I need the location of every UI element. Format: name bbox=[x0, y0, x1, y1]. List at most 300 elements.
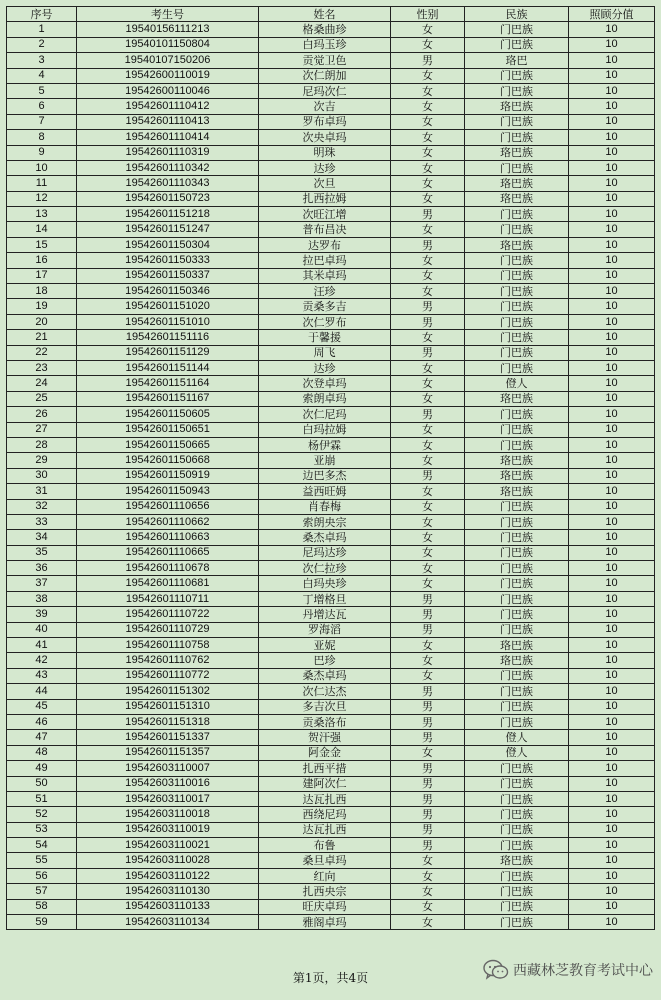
cell-bonus-points: 10 bbox=[569, 699, 655, 714]
table-row bbox=[7, 622, 655, 637]
cell-exam-id: 19542600110046 bbox=[77, 83, 259, 98]
cell-name: 达瓦扎西 bbox=[259, 791, 391, 806]
cell-index: 47 bbox=[7, 730, 77, 745]
table-row bbox=[7, 807, 655, 822]
cell-ethnicity: 门巴族 bbox=[465, 868, 569, 883]
table-row bbox=[7, 868, 655, 883]
cell-gender: 女 bbox=[391, 514, 465, 529]
cell-index: 15 bbox=[7, 237, 77, 252]
cell-name: 拉巴卓玛 bbox=[259, 253, 391, 268]
cell-ethnicity: 门巴族 bbox=[465, 22, 569, 37]
cell-exam-id: 19542601150337 bbox=[77, 268, 259, 283]
table-row bbox=[7, 838, 655, 853]
cell-gender: 女 bbox=[391, 330, 465, 345]
cell-bonus-points: 10 bbox=[569, 360, 655, 375]
cell-gender: 男 bbox=[391, 607, 465, 622]
cell-bonus-points: 10 bbox=[569, 437, 655, 452]
cell-bonus-points: 10 bbox=[569, 807, 655, 822]
cell-name: 多吉次旦 bbox=[259, 699, 391, 714]
wechat-icon bbox=[483, 959, 509, 981]
cell-bonus-points: 10 bbox=[569, 838, 655, 853]
cell-bonus-points: 10 bbox=[569, 53, 655, 68]
cell-gender: 女 bbox=[391, 145, 465, 160]
cell-ethnicity: 门巴族 bbox=[465, 591, 569, 606]
cell-bonus-points: 10 bbox=[569, 761, 655, 776]
cell-exam-id: 19542603110122 bbox=[77, 868, 259, 883]
cell-ethnicity: 门巴族 bbox=[465, 699, 569, 714]
cell-index: 14 bbox=[7, 222, 77, 237]
cell-ethnicity: 珞巴族 bbox=[465, 391, 569, 406]
table-row bbox=[7, 791, 655, 806]
cell-bonus-points: 10 bbox=[569, 530, 655, 545]
cell-bonus-points: 10 bbox=[569, 915, 655, 930]
cell-name: 边巴多杰 bbox=[259, 468, 391, 483]
cell-bonus-points: 10 bbox=[569, 745, 655, 760]
table-row bbox=[7, 422, 655, 437]
cell-ethnicity: 珞巴族 bbox=[465, 453, 569, 468]
cell-ethnicity: 珞巴族 bbox=[465, 145, 569, 160]
table-row bbox=[7, 160, 655, 175]
table-row bbox=[7, 83, 655, 98]
cell-bonus-points: 10 bbox=[569, 99, 655, 114]
cell-name: 次登卓玛 bbox=[259, 376, 391, 391]
cell-bonus-points: 10 bbox=[569, 730, 655, 745]
cell-bonus-points: 10 bbox=[569, 791, 655, 806]
cell-index: 35 bbox=[7, 545, 77, 560]
cell-name: 索朗央宗 bbox=[259, 514, 391, 529]
table-row bbox=[7, 638, 655, 653]
cell-index: 20 bbox=[7, 314, 77, 329]
header-index: 序号 bbox=[7, 7, 77, 22]
cell-ethnicity: 门巴族 bbox=[465, 360, 569, 375]
cell-exam-id: 19542601151010 bbox=[77, 314, 259, 329]
cell-index: 55 bbox=[7, 853, 77, 868]
cell-ethnicity: 门巴族 bbox=[465, 422, 569, 437]
cell-bonus-points: 10 bbox=[569, 514, 655, 529]
cell-gender: 男 bbox=[391, 299, 465, 314]
cell-gender: 女 bbox=[391, 884, 465, 899]
cell-index: 43 bbox=[7, 668, 77, 683]
cell-ethnicity: 门巴族 bbox=[465, 899, 569, 914]
cell-index: 16 bbox=[7, 253, 77, 268]
cell-gender: 女 bbox=[391, 222, 465, 237]
cell-exam-id: 19542601110412 bbox=[77, 99, 259, 114]
cell-ethnicity: 门巴族 bbox=[465, 915, 569, 930]
cell-ethnicity: 门巴族 bbox=[465, 253, 569, 268]
cell-name: 红向 bbox=[259, 868, 391, 883]
cell-name: 桑杰卓玛 bbox=[259, 530, 391, 545]
cell-bonus-points: 10 bbox=[569, 299, 655, 314]
cell-gender: 女 bbox=[391, 653, 465, 668]
cell-index: 38 bbox=[7, 591, 77, 606]
cell-exam-id: 19542601150668 bbox=[77, 453, 259, 468]
cell-name: 布鲁 bbox=[259, 838, 391, 853]
cell-index: 2 bbox=[7, 37, 77, 52]
table-row bbox=[7, 653, 655, 668]
table-row bbox=[7, 561, 655, 576]
cell-bonus-points: 10 bbox=[569, 884, 655, 899]
cell-index: 58 bbox=[7, 899, 77, 914]
cell-exam-id: 19542603110028 bbox=[77, 853, 259, 868]
table-row bbox=[7, 330, 655, 345]
cell-exam-id: 19542603110017 bbox=[77, 791, 259, 806]
cell-name: 次吉 bbox=[259, 99, 391, 114]
cell-exam-id: 19542601110413 bbox=[77, 114, 259, 129]
cell-gender: 女 bbox=[391, 668, 465, 683]
cell-exam-id: 19542601151337 bbox=[77, 730, 259, 745]
cell-index: 32 bbox=[7, 499, 77, 514]
cell-gender: 男 bbox=[391, 807, 465, 822]
cell-index: 19 bbox=[7, 299, 77, 314]
watermark-text: 西藏林芝教育考试中心 bbox=[513, 963, 653, 979]
cell-index: 42 bbox=[7, 653, 77, 668]
cell-ethnicity: 门巴族 bbox=[465, 284, 569, 299]
table-row bbox=[7, 714, 655, 729]
cell-bonus-points: 10 bbox=[569, 638, 655, 653]
cell-name: 贡觉卫色 bbox=[259, 53, 391, 68]
cell-index: 24 bbox=[7, 376, 77, 391]
cell-name: 白玛央珍 bbox=[259, 576, 391, 591]
cell-index: 22 bbox=[7, 345, 77, 360]
table-row bbox=[7, 899, 655, 914]
cell-index: 59 bbox=[7, 915, 77, 930]
cell-index: 5 bbox=[7, 83, 77, 98]
cell-name: 益西旺姆 bbox=[259, 484, 391, 499]
cell-gender: 女 bbox=[391, 176, 465, 191]
cell-name: 白玛拉姆 bbox=[259, 422, 391, 437]
cell-name: 达瓦扎西 bbox=[259, 822, 391, 837]
table-header-row bbox=[7, 7, 655, 22]
cell-index: 9 bbox=[7, 145, 77, 160]
cell-name: 旺庆卓玛 bbox=[259, 899, 391, 914]
cell-ethnicity: 珞巴 bbox=[465, 53, 569, 68]
table-row bbox=[7, 253, 655, 268]
cell-exam-id: 19542601151167 bbox=[77, 391, 259, 406]
cell-gender: 男 bbox=[391, 714, 465, 729]
table-row bbox=[7, 68, 655, 83]
cell-exam-id: 19542601150919 bbox=[77, 468, 259, 483]
cell-ethnicity: 门巴族 bbox=[465, 330, 569, 345]
cell-ethnicity: 门巴族 bbox=[465, 68, 569, 83]
table-row bbox=[7, 437, 655, 452]
table-row bbox=[7, 299, 655, 314]
cell-ethnicity: 门巴族 bbox=[465, 607, 569, 622]
table-row bbox=[7, 176, 655, 191]
cell-exam-id: 19542601151302 bbox=[77, 684, 259, 699]
cell-exam-id: 19542601151357 bbox=[77, 745, 259, 760]
cell-index: 53 bbox=[7, 822, 77, 837]
cell-index: 33 bbox=[7, 514, 77, 529]
cell-ethnicity: 珞巴族 bbox=[465, 853, 569, 868]
table-row bbox=[7, 761, 655, 776]
cell-bonus-points: 10 bbox=[569, 376, 655, 391]
cell-bonus-points: 10 bbox=[569, 176, 655, 191]
cell-exam-id: 19542601151164 bbox=[77, 376, 259, 391]
cell-ethnicity: 珞巴族 bbox=[465, 99, 569, 114]
cell-ethnicity: 珞巴族 bbox=[465, 484, 569, 499]
cell-index: 30 bbox=[7, 468, 77, 483]
cell-exam-id: 19542603110018 bbox=[77, 807, 259, 822]
cell-index: 48 bbox=[7, 745, 77, 760]
cell-exam-id: 19542601150304 bbox=[77, 237, 259, 252]
cell-ethnicity: 门巴族 bbox=[465, 714, 569, 729]
cell-index: 10 bbox=[7, 160, 77, 175]
cell-exam-id: 19540107150206 bbox=[77, 53, 259, 68]
table-row bbox=[7, 699, 655, 714]
cell-index: 31 bbox=[7, 484, 77, 499]
cell-name: 亚妮 bbox=[259, 638, 391, 653]
cell-exam-id: 19542601150665 bbox=[77, 437, 259, 452]
cell-name: 汪珍 bbox=[259, 284, 391, 299]
cell-bonus-points: 10 bbox=[569, 114, 655, 129]
cell-index: 50 bbox=[7, 776, 77, 791]
cell-gender: 男 bbox=[391, 407, 465, 422]
cell-bonus-points: 10 bbox=[569, 407, 655, 422]
cell-bonus-points: 10 bbox=[569, 776, 655, 791]
cell-ethnicity: 门巴族 bbox=[465, 514, 569, 529]
cell-ethnicity: 门巴族 bbox=[465, 160, 569, 175]
cell-bonus-points: 10 bbox=[569, 684, 655, 699]
table-row bbox=[7, 684, 655, 699]
cell-gender: 男 bbox=[391, 791, 465, 806]
cell-ethnicity: 门巴族 bbox=[465, 776, 569, 791]
table-row bbox=[7, 884, 655, 899]
cell-gender: 男 bbox=[391, 838, 465, 853]
cell-exam-id: 19542601151129 bbox=[77, 345, 259, 360]
cell-ethnicity: 门巴族 bbox=[465, 561, 569, 576]
cell-gender: 女 bbox=[391, 499, 465, 514]
cell-ethnicity: 珞巴族 bbox=[465, 237, 569, 252]
cell-index: 6 bbox=[7, 99, 77, 114]
cell-exam-id: 19542601151310 bbox=[77, 699, 259, 714]
cell-exam-id: 19542601110656 bbox=[77, 499, 259, 514]
cell-index: 21 bbox=[7, 330, 77, 345]
cell-gender: 女 bbox=[391, 576, 465, 591]
cell-ethnicity: 门巴族 bbox=[465, 622, 569, 637]
table-row bbox=[7, 53, 655, 68]
cell-index: 8 bbox=[7, 130, 77, 145]
cell-name: 扎西央宗 bbox=[259, 884, 391, 899]
cell-ethnicity: 门巴族 bbox=[465, 207, 569, 222]
cell-gender: 女 bbox=[391, 422, 465, 437]
cell-exam-id: 19542601150723 bbox=[77, 191, 259, 206]
cell-ethnicity: 珞巴族 bbox=[465, 638, 569, 653]
table-row bbox=[7, 915, 655, 930]
cell-name: 阿金金 bbox=[259, 745, 391, 760]
table-row bbox=[7, 576, 655, 591]
cell-index: 39 bbox=[7, 607, 77, 622]
cell-gender: 女 bbox=[391, 391, 465, 406]
cell-index: 11 bbox=[7, 176, 77, 191]
cell-exam-id: 19542601110758 bbox=[77, 638, 259, 653]
cell-ethnicity: 门巴族 bbox=[465, 268, 569, 283]
cell-ethnicity: 门巴族 bbox=[465, 437, 569, 452]
header-gender: 性别 bbox=[391, 7, 465, 22]
cell-gender: 女 bbox=[391, 853, 465, 868]
cell-index: 44 bbox=[7, 684, 77, 699]
cell-exam-id: 19542601150943 bbox=[77, 484, 259, 499]
cell-exam-id: 19542603110016 bbox=[77, 776, 259, 791]
cell-index: 27 bbox=[7, 422, 77, 437]
cell-gender: 女 bbox=[391, 561, 465, 576]
cell-name: 次央卓玛 bbox=[259, 130, 391, 145]
cell-exam-id: 19542603110134 bbox=[77, 915, 259, 930]
cell-gender: 女 bbox=[391, 268, 465, 283]
table-row bbox=[7, 853, 655, 868]
cell-ethnicity: 门巴族 bbox=[465, 545, 569, 560]
cell-bonus-points: 10 bbox=[569, 391, 655, 406]
cell-exam-id: 19542601110342 bbox=[77, 160, 259, 175]
header-name: 姓名 bbox=[259, 7, 391, 22]
cell-exam-id: 19542601110665 bbox=[77, 545, 259, 560]
cell-name: 罗布卓玛 bbox=[259, 114, 391, 129]
header-exam-id: 考生号 bbox=[77, 7, 259, 22]
table-row bbox=[7, 376, 655, 391]
cell-exam-id: 19542601110722 bbox=[77, 607, 259, 622]
cell-ethnicity: 门巴族 bbox=[465, 530, 569, 545]
cell-name: 索朗卓玛 bbox=[259, 391, 391, 406]
cell-bonus-points: 10 bbox=[569, 591, 655, 606]
cell-bonus-points: 10 bbox=[569, 607, 655, 622]
cell-index: 36 bbox=[7, 561, 77, 576]
cell-gender: 女 bbox=[391, 915, 465, 930]
cell-index: 23 bbox=[7, 360, 77, 375]
cell-name: 建阿次仁 bbox=[259, 776, 391, 791]
cell-ethnicity: 门巴族 bbox=[465, 222, 569, 237]
cell-bonus-points: 10 bbox=[569, 145, 655, 160]
cell-bonus-points: 10 bbox=[569, 653, 655, 668]
cell-ethnicity: 门巴族 bbox=[465, 668, 569, 683]
cell-name: 白玛玉珍 bbox=[259, 37, 391, 52]
cell-name: 格桑曲珍 bbox=[259, 22, 391, 37]
cell-gender: 男 bbox=[391, 776, 465, 791]
cell-index: 34 bbox=[7, 530, 77, 545]
cell-name: 次仁尼玛 bbox=[259, 407, 391, 422]
cell-bonus-points: 10 bbox=[569, 314, 655, 329]
table-row bbox=[7, 130, 655, 145]
cell-ethnicity: 珞巴族 bbox=[465, 176, 569, 191]
cell-gender: 女 bbox=[391, 638, 465, 653]
table-row bbox=[7, 591, 655, 606]
cell-bonus-points: 10 bbox=[569, 853, 655, 868]
cell-ethnicity: 门巴族 bbox=[465, 407, 569, 422]
table-row bbox=[7, 99, 655, 114]
cell-index: 56 bbox=[7, 868, 77, 883]
watermark bbox=[483, 959, 653, 981]
table-row bbox=[7, 668, 655, 683]
cell-index: 18 bbox=[7, 284, 77, 299]
cell-gender: 男 bbox=[391, 761, 465, 776]
cell-name: 肖春梅 bbox=[259, 499, 391, 514]
cell-bonus-points: 10 bbox=[569, 130, 655, 145]
cell-exam-id: 19542601110762 bbox=[77, 653, 259, 668]
cell-ethnicity: 门巴族 bbox=[465, 299, 569, 314]
table-row bbox=[7, 745, 655, 760]
cell-name: 尼玛次仁 bbox=[259, 83, 391, 98]
cell-ethnicity: 门巴族 bbox=[465, 130, 569, 145]
cell-exam-id: 19542601110662 bbox=[77, 514, 259, 529]
cell-ethnicity: 门巴族 bbox=[465, 37, 569, 52]
cell-gender: 男 bbox=[391, 591, 465, 606]
cell-exam-id: 19542601110729 bbox=[77, 622, 259, 637]
cell-index: 7 bbox=[7, 114, 77, 129]
cell-ethnicity: 门巴族 bbox=[465, 499, 569, 514]
cell-ethnicity: 门巴族 bbox=[465, 114, 569, 129]
cell-bonus-points: 10 bbox=[569, 253, 655, 268]
cell-name: 扎西平措 bbox=[259, 761, 391, 776]
cell-exam-id: 19542601151116 bbox=[77, 330, 259, 345]
cell-exam-id: 19542603110133 bbox=[77, 899, 259, 914]
cell-exam-id: 19542601151020 bbox=[77, 299, 259, 314]
cell-gender: 女 bbox=[391, 160, 465, 175]
cell-bonus-points: 10 bbox=[569, 345, 655, 360]
cell-gender: 女 bbox=[391, 37, 465, 52]
cell-bonus-points: 10 bbox=[569, 468, 655, 483]
cell-bonus-points: 10 bbox=[569, 484, 655, 499]
cell-index: 54 bbox=[7, 838, 77, 853]
cell-gender: 男 bbox=[391, 207, 465, 222]
cell-exam-id: 19542603110130 bbox=[77, 884, 259, 899]
cell-name: 贡桑多吉 bbox=[259, 299, 391, 314]
header-bonus-points: 照顾分值 bbox=[569, 7, 655, 22]
table-row bbox=[7, 730, 655, 745]
cell-bonus-points: 10 bbox=[569, 284, 655, 299]
cell-bonus-points: 10 bbox=[569, 222, 655, 237]
cell-name: 次旦 bbox=[259, 176, 391, 191]
table-row bbox=[7, 407, 655, 422]
cell-exam-id: 19540101150804 bbox=[77, 37, 259, 52]
cell-bonus-points: 10 bbox=[569, 714, 655, 729]
cell-index: 37 bbox=[7, 576, 77, 591]
cell-bonus-points: 10 bbox=[569, 561, 655, 576]
table-row bbox=[7, 314, 655, 329]
cell-gender: 男 bbox=[391, 53, 465, 68]
cell-exam-id: 19542601150651 bbox=[77, 422, 259, 437]
cell-name: 次仁罗布 bbox=[259, 314, 391, 329]
cell-name: 次仁达杰 bbox=[259, 684, 391, 699]
table-row bbox=[7, 284, 655, 299]
cell-index: 40 bbox=[7, 622, 77, 637]
cell-name: 贡桑洛布 bbox=[259, 714, 391, 729]
cell-ethnicity: 门巴族 bbox=[465, 83, 569, 98]
cell-index: 17 bbox=[7, 268, 77, 283]
cell-exam-id: 19542603110007 bbox=[77, 761, 259, 776]
cell-bonus-points: 10 bbox=[569, 83, 655, 98]
cell-ethnicity: 门巴族 bbox=[465, 576, 569, 591]
cell-gender: 男 bbox=[391, 730, 465, 745]
cell-ethnicity: 门巴族 bbox=[465, 807, 569, 822]
cell-name: 于馨援 bbox=[259, 330, 391, 345]
cell-ethnicity: 门巴族 bbox=[465, 884, 569, 899]
header-ethnicity: 民族 bbox=[465, 7, 569, 22]
cell-exam-id: 19542601110343 bbox=[77, 176, 259, 191]
cell-exam-id: 19542601151144 bbox=[77, 360, 259, 375]
table-row bbox=[7, 468, 655, 483]
cell-index: 4 bbox=[7, 68, 77, 83]
cell-index: 28 bbox=[7, 437, 77, 452]
cell-name: 普布昌决 bbox=[259, 222, 391, 237]
cell-exam-id: 19542600110019 bbox=[77, 68, 259, 83]
cell-index: 51 bbox=[7, 791, 77, 806]
cell-name: 扎西拉姆 bbox=[259, 191, 391, 206]
cell-name: 丁增格旦 bbox=[259, 591, 391, 606]
cell-index: 52 bbox=[7, 807, 77, 822]
table-row bbox=[7, 222, 655, 237]
cell-ethnicity: 门巴族 bbox=[465, 791, 569, 806]
table-row bbox=[7, 22, 655, 37]
table-row bbox=[7, 530, 655, 545]
cell-gender: 女 bbox=[391, 545, 465, 560]
